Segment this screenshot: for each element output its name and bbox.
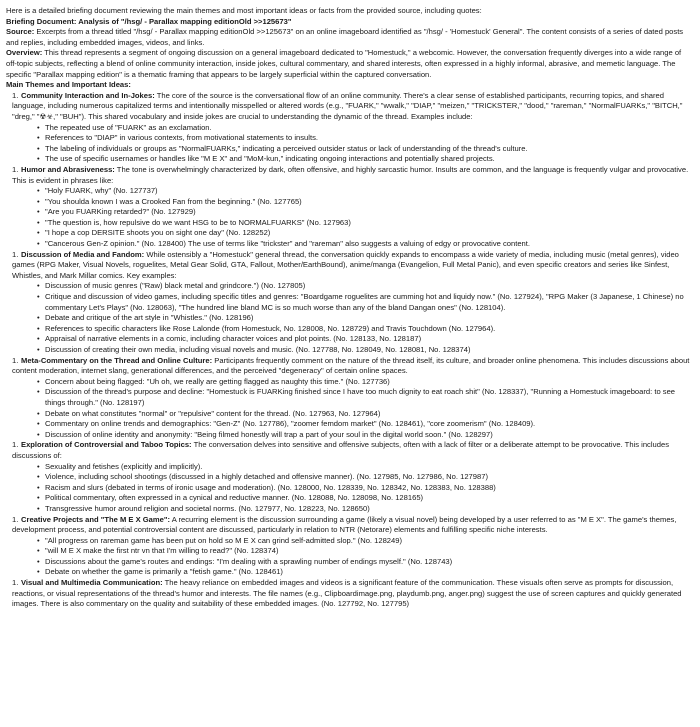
overview-text: This thread represents a segment of ongoing discussion on a general imageboard dedicated to "Homestuck," a webcomic. However, the conversation frequently diverges into a wide range of off-topic subjects, reflecting a blend of online community interaction, inside jokes, cultural commentary, and shared interests, often expressed in a highly informal, abrasive, and memetic language. The specific "Parallax mapping edition" is a thematic framing that appears to be largely superficial within the captured conversation. [6,48,682,79]
bullet-item: • "I hope a cop DERSITE shoots you on sight one day" (No. 128252) [45,228,692,239]
source-paragraph [6,27,692,48]
overview-paragraph [6,48,692,80]
theme-number: 1. [12,440,19,450]
source-label: Source: [6,27,35,37]
bullet-item: • Discussion of online identity and anonymity: "Being filmed honestly will trap a part of your soul in the digital world soon." (No. 128297) [45,430,692,441]
theme-number: 1. [12,355,19,365]
theme-number: 1. [12,249,19,259]
theme-number: 1. [12,90,19,100]
theme-number: 1. [12,514,19,524]
bullet-item: • "will M E X make the first ntr vn that I'm willing to read?" (No. 128374) [45,546,692,557]
bullet-item: • Commentary on online trends and demographics: "Gen-Z" (No. 127786), "zoomer femdom market" (No. 128461), "core zoomerism" (No. 128409). [45,419,692,430]
bullet-item: • The labeling of individuals or groups as "NormalFUARKs," indicating a perceived outsider status or lack of understanding of the thread's culture. [45,144,692,155]
theme-paragraph [12,91,692,123]
theme-title: Exploration of Controversial and Taboo Topics: [21,440,192,450]
theme-bullet-list [12,377,692,441]
theme-title: Creative Projects and "The M E X Game": [21,514,170,524]
theme-paragraph [12,515,692,536]
theme-bullet-list [12,281,692,355]
theme-bullet-list [12,462,692,515]
bullet-item: • "You shoulda known I was a Crooked Fan from the beginning." (No. 127765) [45,197,692,208]
theme-number: 1. [12,578,19,588]
theme-section [12,440,692,514]
document-title: Briefing Document: Analysis of "/hsg/ - Parallax mapping editionOld >>125673" [6,16,292,26]
theme-title: Visual and Multimedia Communication: [21,578,163,588]
bullet-item: • Concern about being flagged: "Uh oh, we really are getting flagged as naughty this time." (No. 127736) [45,377,692,388]
theme-body: The conversation delves into sensitive and offensive subjects, often with a lack of filter or a deliberate attempt to be provocative. This includes discussions of: [12,440,669,460]
theme-body: While ostensibly a "Homestuck" general thread, the conversation quickly expands to encompass a wide variety of media, including music (metal genres), video games (RPG Maker, Visual Novels, roguelites, Metal Gear Solid, GTA, Fallout, Mother/EarthBound), anime/manga (Evangelion, Full Metal Panic), and even specific creators and series like Sinfest, Whistles, and Mark Millar comics. Key examples: [12,249,679,280]
bullet-item: • Critique and discussion of video games, including specific titles and genres: "Boardgame roguelites are cumming hot and liquidy now." (No. 127924), "RPG Maker (3 Japanese, 1 Chinese) no commentary Let's Plays" (No. 128063), "The hundred line bland MC is so much worse than any of the bland Dangan ones" (No. 128104). [45,292,692,313]
overview-label: Overview: [6,48,43,58]
theme-section [12,165,692,250]
theme-bullet-list [12,536,692,578]
theme-body: Participants frequently comment on the nature of the thread itself, its culture, and broader online phenomena. This includes discussions about content moderation, internet slang, generational differences, and the perceived "degeneracy" of certain online spaces. [12,355,690,376]
bullet-item: • Violence, including school shootings (discussed in a highly detached and offensive manner). (No. 127985, No. 127986, No. 127987) [45,472,692,483]
bullet-item: • Sexuality and fetishes (explicitly and implicitly). [45,462,692,473]
theme-bullet-list [12,123,692,165]
theme-section [12,250,692,356]
bullet-item: • "All progress on rareman game has been put on hold so M E X can grind self-admitted slop." (No. 128249) [45,536,692,547]
intro-text: Here is a detailed briefing document reviewing the main themes and most important ideas or facts from the provided source, including quotes: [6,6,482,15]
bullet-item: • "Are you FUARKing retarded?" (No. 127929) [45,207,692,218]
bullet-item: • References to specific characters like Rose Lalonde (from Homestuck, No. 128008, No. 128729) and Travis Touchdown (No. 127964). [45,324,692,335]
theme-title: Discussion of Media and Fandom: [21,249,145,259]
bullet-item: • "Holy FUARK, why" (No. 127737) [45,186,692,197]
bullet-item: • Transgressive humor around religion and societal norms. (No. 127977, No. 128223, No. 128650) [45,504,692,515]
bullet-item: • References to "DIAP" in various contexts, from motivational statements to insults. [45,133,692,144]
theme-body: A recurring element is the discussion surrounding a game (likely a visual novel) being developed by a user referred to as "M E X". The game's themes, development process, and potential controversial content are discussed, particularly in relation to NTR (Netorare) elements and fulfilling specific niche interests. [12,514,677,535]
theme-section [12,91,692,165]
bullet-item: • "The question is, how repulsive do we want HSG to be to NORMALFUARKS" (No. 127963) [45,218,692,229]
bullet-item: • Racism and slurs (debated in terms of ironic usage and moderation). (No. 128000, No. 128339, No. 128342, No. 128383, No. 128388) [45,483,692,494]
bullet-item: • Debate and critique of the art style in "Whistles." (No. 128196) [45,313,692,324]
theme-title: Meta-Commentary on the Thread and Online Culture: [21,355,213,365]
theme-title: Community Interaction and In-Jokes: [21,90,155,100]
theme-body: The core of the source is the conversational flow of an online community. There's a clear sense of established participants, recurring topics, and shared language, including numerous capitalized terms and intentionally misspelled or altered words (e.g., "FUARK," "wwalk," "DIAP," "meizen," "TRICKSTER," "dood," "rareman," "NormalFUARKs," "BITCH," "dreg," "☢☣," "BUH"). This shared vocabulary and inside jokes are crucial to understanding the dynamic of the thread. Examples include: [12,90,683,121]
theme-paragraph [12,165,692,186]
theme-paragraph [12,440,692,461]
bullet-item: • Discussions about the game's routes and endings: "I'm dealing with a sprawling number of endings myself." (No. 128743) [45,557,692,568]
bullet-item: • Discussion of creating their own media, including visual novels and music. (No. 127788, No. 128049, No. 128081, No. 128374) [45,345,692,356]
bullet-item: • The use of specific usernames or handles like "M E X" and "MoM-kun," indicating ongoing interactions and potentially shared projects. [45,154,692,165]
bullet-item: • Political commentary, often expressed in a cynical and reductive manner. (No. 128088, No. 128098, No. 128165) [45,493,692,504]
themes-heading: Main Themes and Important Ideas: [6,80,131,90]
theme-paragraph [12,578,692,610]
bullet-item: • "Cancerous Gen-Z opinion." (No. 128400) The use of terms like "trickster" and "rareman" also suggests a valuing of edgy or provocative content. [45,239,692,250]
theme-body: The tone is overwhelmingly characterized by dark, often offensive, and highly sarcastic humor. Insults are common, and the language is frequently vulgar and provocative. This is evident in phrases like: [12,164,689,185]
bullet-item: • The repeated use of "FUARK" as an exclamation. [45,123,692,134]
theme-section [12,515,692,579]
theme-paragraph [12,250,692,282]
theme-section [12,356,692,441]
bullet-item: • Discussion of music genres ("Raw) black metal and grindcore.") (No. 127805) [45,281,692,292]
theme-paragraph [12,356,692,377]
theme-bullet-list [12,186,692,250]
theme-section [12,578,692,610]
theme-number: 1. [12,164,19,174]
bullet-item: • Discussion of the thread's purpose and decline: "Homestuck is FUARKing finished since I have too much dignity to eat roach shit" (No. 128337), "Running a Homestuck imageboard: to see things through." (No. 128197) [45,387,692,408]
source-text: Excerpts from a thread titled "/hsg/ - Parallax mapping editionOld >>125673" on an online imageboard identified as "/hsg/ - 'Homestuck' General". The content consists of a series of dated posts and replies, including embedded images, videos, and links. [6,27,684,47]
bullet-item: • Debate on whether the game is primarily a "fetish game." (No. 128461) [45,567,692,578]
theme-title: Humor and Abrasiveness: [21,164,115,174]
theme-body: The heavy reliance on embedded images and videos is a significant feature of the communication. These visuals often serve as prompts for discussion, reactions, or visual representations of the thread's humor and interests. The file names (e.g., Clipboardimage.png, playdumb.png, anger.png) suggest the use of screen captures and quickly generated images. There is also commentary on the quality and suitability of these embedded images. (No. 127792, No. 127795) [12,578,682,609]
bullet-item: • Debate on what constitutes "normal" or "repulsive" content for the thread. (No. 127963, No. 127964) [45,409,692,420]
bullet-item: • Appraisal of narrative elements in a comic, including character voices and plot points. (No. 128133, No. 128187) [45,334,692,345]
